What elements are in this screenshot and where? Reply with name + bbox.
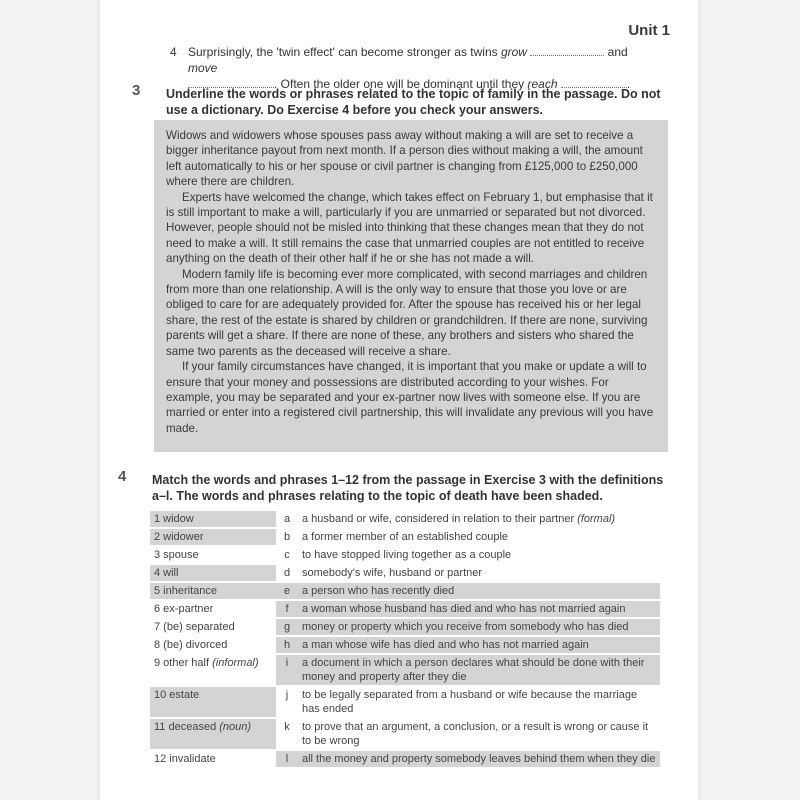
- definition-cell[interactable]: [298, 655, 660, 685]
- table-row: [150, 601, 660, 617]
- definition-text: a person who has recently died: [302, 585, 455, 597]
- phrase-text: 3 spouse: [154, 549, 199, 561]
- phrase-text: 2 widower: [154, 531, 204, 543]
- definition-text: a woman whose husband has died and who has not married again: [302, 603, 626, 615]
- answer-blank[interactable]: [530, 45, 604, 56]
- item-text-b: . Often the older one will be dominant until they: [274, 77, 528, 91]
- definition-letter[interactable]: l: [276, 751, 298, 767]
- definition-cell[interactable]: [298, 719, 660, 749]
- definition-text: a document in which a person declares what should be done with their money and property after they die: [302, 657, 645, 683]
- matching-table: [150, 509, 660, 769]
- table-row: [150, 511, 660, 527]
- phrase-text: 6 ex-partner: [154, 603, 214, 615]
- phrase-text: 5 inheritance: [154, 585, 217, 597]
- item-word-reach: reach: [527, 77, 558, 91]
- definition-letter[interactable]: c: [284, 549, 290, 561]
- definition-letter[interactable]: f: [276, 601, 298, 617]
- phrase-register-tag: (noun): [219, 721, 252, 733]
- table-row: [150, 547, 660, 563]
- table-row: [150, 619, 660, 635]
- definition-cell[interactable]: [298, 583, 660, 599]
- exercise-3-number: 3: [132, 82, 141, 99]
- definition-text: to prove that an argument, a conclusion, or a result is wrong or cause it to be wrong: [302, 721, 649, 747]
- definition-letter[interactable]: b: [283, 531, 291, 543]
- table-row: [150, 583, 660, 599]
- definition-cell[interactable]: [298, 637, 660, 653]
- phrase-cell[interactable]: [150, 511, 276, 527]
- item-word-move: move: [188, 61, 218, 75]
- definition-text: a former member of an established couple: [302, 531, 509, 543]
- phrase-text: 8 (be) divorced: [154, 639, 228, 651]
- phrase-cell[interactable]: [150, 601, 276, 617]
- table-row: [150, 751, 660, 767]
- exercise2-item-4: [170, 44, 650, 92]
- definition-cell[interactable]: [298, 565, 660, 581]
- phrase-text: 1 widow: [154, 513, 194, 525]
- definition-text: to have stopped living together as a couple: [302, 549, 512, 561]
- definition-letter[interactable]: d: [283, 567, 291, 579]
- table-row: [150, 637, 660, 653]
- definition-cell[interactable]: [298, 529, 660, 545]
- exercise-3-instruction: Underline the words or phrases related to the topic of family in the passage. Do not use a dictionary. Do Exercise 4 before you check your answers.: [166, 87, 661, 117]
- table-row: [150, 687, 660, 717]
- phrase-text: 11 deceased: [154, 721, 220, 733]
- table-row: [150, 655, 660, 685]
- definition-cell[interactable]: [298, 511, 660, 527]
- definition-letter[interactable]: i: [276, 655, 298, 685]
- passage-paragraph-3: Modern family life is becoming ever more complicated, with second marriages and children from more than one relationship. A will is the only way to ensure that those you love or are obliged to care for are adequately provided for. After the spouse has received his or her legal share, the rest of the estate is shared by children or grandchildren. If there are none, surviving parents will get a share. If there are none of these, any brothers and sisters who shared the same two parents as the deceased will receive a share.: [166, 267, 648, 358]
- phrase-cell[interactable]: [150, 687, 276, 717]
- item-word-grow: grow: [500, 45, 527, 59]
- definition-letter[interactable]: j: [285, 689, 289, 701]
- item-text: Surprisingly, the 'twin effect' can become stronger as twins grow and move . Often the older one will be dominant until they reach .: [188, 45, 631, 91]
- phrase-cell[interactable]: [150, 619, 276, 635]
- passage-paragraph-4: If your family circumstances have changed, it is important that you make or update a will to ensure that your money and possessions are distributed according to your wishes. For example, you may be separated and your ex-partner now lives with someone else. If you are married or enter into a registered civil partnership, this will invalidate any previous will you have made.: [166, 360, 654, 435]
- definition-text: to be legally separated from a husband or wife because the marriage has ended: [302, 689, 638, 715]
- phrase-cell[interactable]: [150, 529, 276, 545]
- definition-letter[interactable]: g: [276, 619, 298, 635]
- phrase-cell[interactable]: [150, 547, 276, 563]
- item-number: 4: [170, 45, 177, 59]
- definition-text: all the money and property somebody leaves behind them when they die: [302, 753, 656, 765]
- table-row: [150, 565, 660, 581]
- definition-text: somebody's wife, husband or partner: [302, 567, 483, 579]
- definition-cell[interactable]: [298, 547, 660, 563]
- definition-register-tag: (formal): [577, 513, 616, 525]
- phrase-text: 12 invalidate: [154, 753, 216, 765]
- definition-letter[interactable]: h: [276, 637, 298, 653]
- phrase-text: 7 (be) separated: [154, 621, 235, 633]
- definition-cell[interactable]: [298, 687, 660, 717]
- definition-text: money or property which you receive from somebody who has died: [302, 621, 629, 633]
- definition-text: a man whose wife has died and who has not married again: [302, 639, 589, 651]
- definition-text: a husband or wife, considered in relation to their partner: [302, 513, 578, 525]
- definition-cell[interactable]: [298, 751, 660, 767]
- phrase-cell[interactable]: [150, 637, 276, 653]
- definition-letter[interactable]: a: [283, 513, 291, 525]
- phrase-cell[interactable]: [150, 751, 276, 767]
- exercise-4-number: 4: [118, 468, 127, 485]
- definition-letter[interactable]: k: [284, 721, 290, 733]
- item-text-and: and: [604, 45, 628, 59]
- phrase-cell[interactable]: [150, 655, 276, 685]
- definition-cell[interactable]: [298, 601, 660, 617]
- phrase-cell[interactable]: [150, 565, 276, 581]
- definition-letter[interactable]: e: [276, 583, 298, 599]
- phrase-text: 10 estate: [154, 689, 200, 701]
- reading-passage: [154, 120, 668, 452]
- exercise-4-instruction: Match the words and phrases 1–12 from the passage in Exercise 3 with the definitions a–l. The words and phrases relating to the topic of death have been shaded.: [152, 473, 664, 503]
- phrase-text: 4 will: [154, 567, 179, 579]
- item-text-a: Surprisingly, the 'twin effect' can become stronger as twins: [188, 45, 501, 59]
- phrase-cell[interactable]: [150, 719, 276, 749]
- passage-paragraph-2: Experts have welcomed the change, which takes effect on February 1, but emphasise that it is still important to make a will, particularly if you are unmarried or separated but not divorced. However, people should not be misled into thinking that these changes mean that they do not need to make a will. It still remains the case that unmarried couples are not entitled to receive anything on the death of their other half if he or she has not made a will.: [166, 190, 653, 266]
- phrase-text: 9 other half: [154, 657, 213, 669]
- table-row: [150, 719, 660, 749]
- phrase-register-tag: (informal): [212, 657, 259, 669]
- table-row: [150, 529, 660, 545]
- passage-paragraph-1: Widows and widowers whose spouses pass away without making a will are set to receive a bigger inheritance payout from next month. If a person dies without making a will, the amount left automatically to his or her spouse or civil partner is changing from £125,000 to £250,000 where there are children.: [166, 129, 643, 189]
- textbook-page: [100, 0, 698, 800]
- definition-cell[interactable]: [298, 619, 660, 635]
- unit-heading: Unit 1: [628, 22, 670, 39]
- phrase-cell[interactable]: [150, 583, 276, 599]
